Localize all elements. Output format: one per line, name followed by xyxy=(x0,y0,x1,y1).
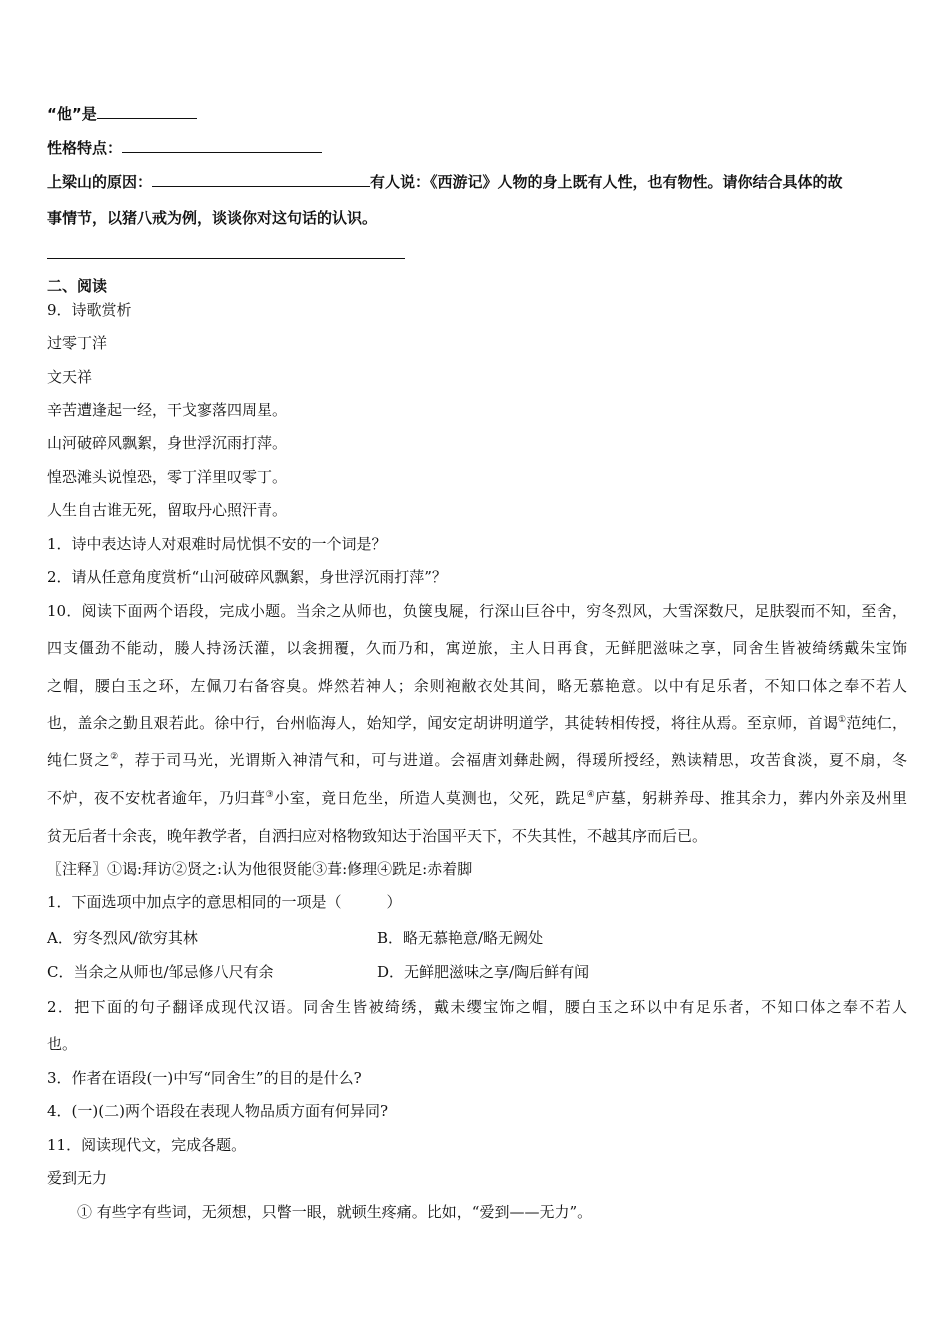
passage-line: 之帽，腰白玉之环，左佩刀右备容臭。烨然若神人；余则袍敝衣处其间，略无慕艳意。以中有足乐者，不知口体之奉不若人 xyxy=(47,677,907,695)
footnote-marker: ④ xyxy=(586,790,596,800)
footnote-marker: ③ xyxy=(265,790,275,800)
q8-answer-line xyxy=(47,244,405,263)
q8-trait-label: 性格特点： xyxy=(47,139,123,157)
answer-blank[interactable] xyxy=(152,172,370,187)
q9-question: 1．诗中表达诗人对艰难时局忧惧不安的一个词是？ xyxy=(47,535,387,553)
q8-prompt-line1: 有人说：《西游记》人物的身上既有人性，也有物性。请你结合具体的故 xyxy=(370,173,843,191)
footnote-marker: ② xyxy=(110,752,119,762)
passage-line: 纯仁贤之②，荐于司马光，光谓斯入神清气和，可与进道。会福唐刘彝赴阙，得瑗所授经，熟读精思，攻苦食淡，夏不扇，冬 xyxy=(47,751,907,769)
answer-blank[interactable] xyxy=(97,104,197,119)
option-c[interactable]: C．当余之从师也/邹忌修八尺有余 xyxy=(47,963,274,981)
poem-title: 过零丁洋 xyxy=(47,334,108,352)
passage-line: 四支僵劲不能动，媵人持汤沃灌，以衾拥覆，久而乃和，寓逆旅，主人日再食，无鲜肥滋味之享，同舍生皆被绮绣戴朱宝饰 xyxy=(47,639,907,657)
q11-header: 11．阅读现代文，完成各题。 xyxy=(47,1136,247,1154)
footnote-marker: ① xyxy=(838,715,847,725)
note: 〖注释〗①谒:拜访②贤之:认为他很贤能③葺:修理④跣足:赤着脚 xyxy=(47,860,473,878)
answer-blank[interactable] xyxy=(47,244,405,259)
q10-sub4: 4．(一)(二)两个语段在表现人物品质方面有何异同? xyxy=(47,1102,388,1120)
q10-sub1: 1．下面选项中加点字的意思相同的一项是（ ） xyxy=(47,893,402,911)
q10-sub2-cont: 也。 xyxy=(47,1035,78,1053)
passage-line: 也，盖余之勤且艰若此。徐中行，台州临海人，始知学，闻安定胡讲明道学，其徒转相传授，将往从焉。至京师，首谒①范纯仁， xyxy=(47,714,907,732)
q8-ta-line xyxy=(47,104,197,123)
q8-reason-line xyxy=(47,172,843,191)
option-d[interactable]: D．无鲜肥滋味之享/陶后鲜有闻 xyxy=(377,963,590,981)
q8-reason-label: 上梁山的原因： xyxy=(47,173,153,191)
poem-line: 山河破碎风飘絮，身世浮沉雨打萍。 xyxy=(47,434,288,452)
q8-prompt-line2: 事情节，以猪八戒为例，谈谈你对这句话的认识。 xyxy=(47,209,378,227)
q8-trait-line xyxy=(47,138,322,157)
passage-line: 贫无后者十余丧，晚年教学者，自洒扫应对格物致知达于治国平天下，不失其性，不越其序而后已。 xyxy=(47,827,708,845)
poem-line: 人生自古谁无死，留取丹心照汗青。 xyxy=(47,501,288,519)
poem-author: 文天祥 xyxy=(47,368,93,386)
option-b[interactable]: B．略无慕艳意/略无阙处 xyxy=(377,929,544,947)
section-title: 二、阅读 xyxy=(47,277,108,295)
passage-line: 10．阅读下面两个语段，完成小题。当余之从师也，负箧曳屣，行深山巨谷中，穷冬烈风，大雪深数尺，足肤裂而不知，至舍， xyxy=(47,602,907,620)
option-a[interactable]: A．穷冬烈风/欲穷其林 xyxy=(47,929,198,947)
q11-paragraph: ① 有些字有些词，无须想，只瞥一眼，就顿生疼痛。比如，“爱到——无力”。 xyxy=(77,1203,593,1221)
answer-blank[interactable] xyxy=(122,138,322,153)
q9-header: 9．诗歌赏析 xyxy=(47,301,132,319)
q10-sub2: 2．把下面的句子翻译成现代汉语。同舍生皆被绮绣，戴未缨宝饰之帽，腰白玉之环以中有足乐者，不知口体之奉不若人 xyxy=(47,998,907,1016)
q8-ta-label: “他”是 xyxy=(47,105,97,123)
poem-line: 辛苦遭逢起一经，干戈寥落四周星。 xyxy=(47,401,288,419)
q9-question: 2．请从任意角度赏析“山河破碎风飘絮，身世浮沉雨打萍”？ xyxy=(47,568,447,586)
q10-sub3: 3．作者在语段(一)中写“同舍生”的目的是什么? xyxy=(47,1069,362,1087)
q11-title: 爱到无力 xyxy=(47,1169,108,1187)
passage-line: 不炉，夜不安枕者逾年，乃归葺③小室，竟日危坐，所造人莫测也，父死，跣足④庐墓，躬耕养母、推其余力，葬内外亲及州里 xyxy=(47,789,907,807)
poem-line: 惶恐滩头说惶恐，零丁洋里叹零丁。 xyxy=(47,468,288,486)
